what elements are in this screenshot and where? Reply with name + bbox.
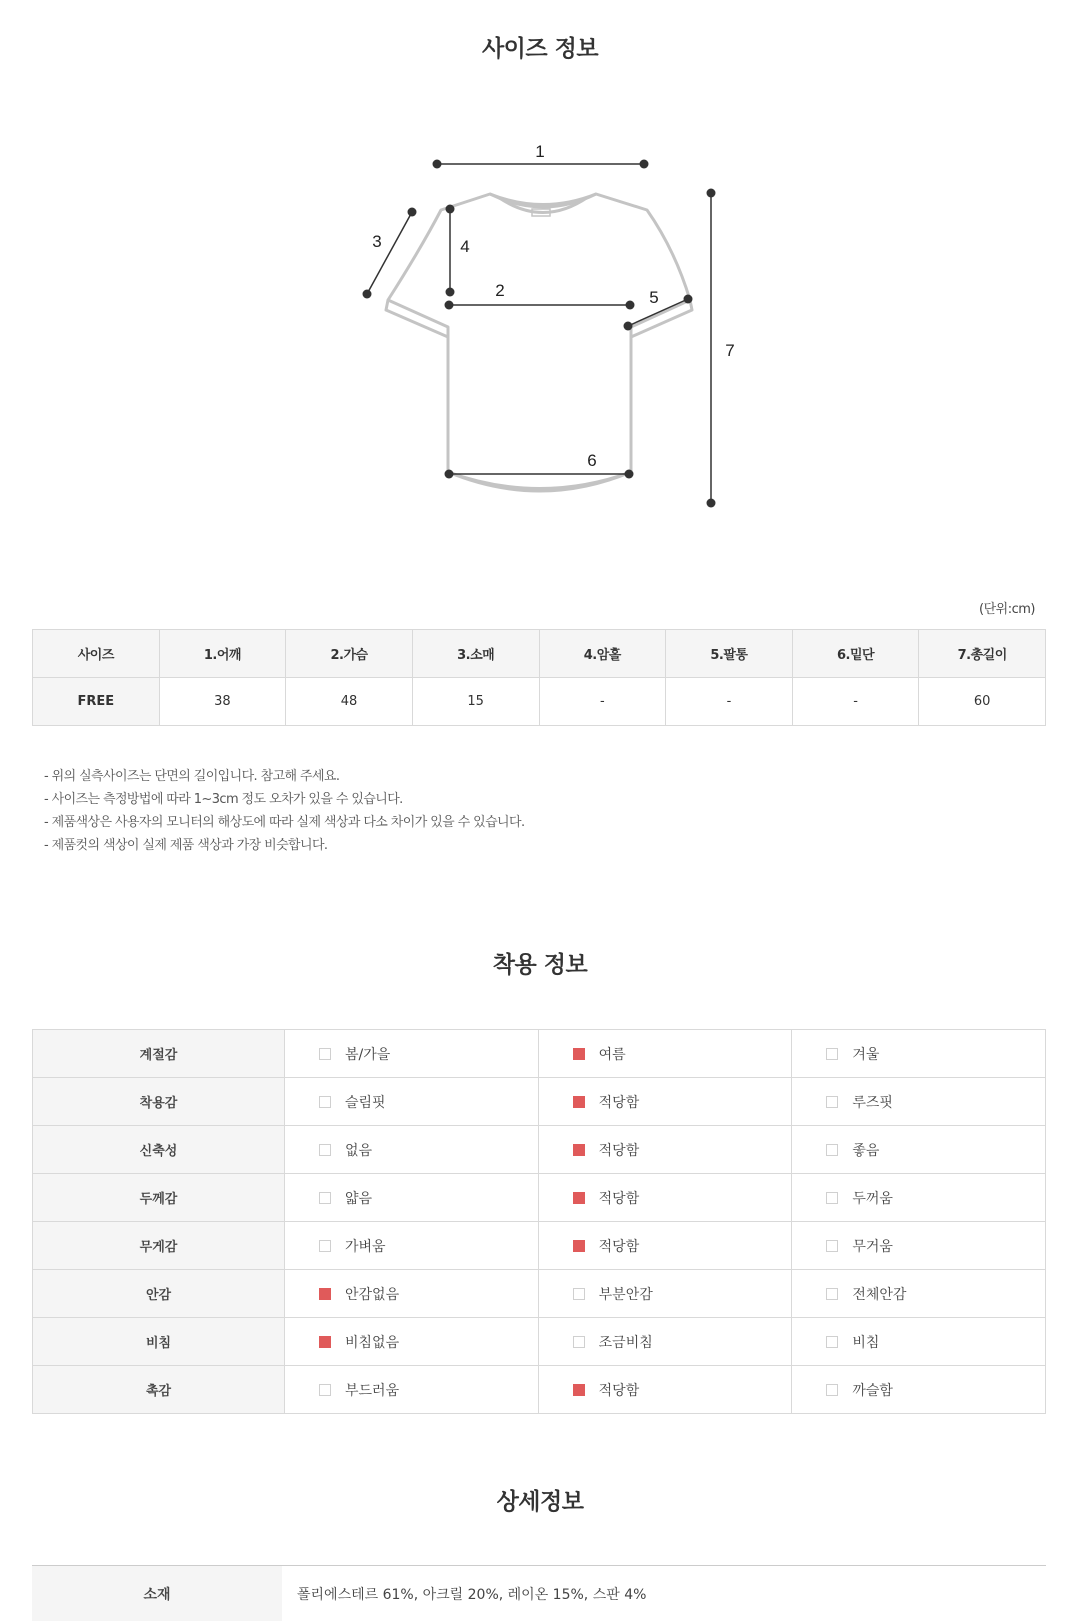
size-table (32, 629, 1046, 726)
fit-option-cell (285, 1318, 539, 1366)
fit-row (33, 1078, 1046, 1126)
fit-row-label: 두께감 (33, 1174, 285, 1222)
fit-option-label: 무거움 (852, 1238, 893, 1255)
diagram-label-4: 4 (460, 237, 470, 256)
measure-line-3 (367, 212, 412, 294)
size-section-title: 사이즈 정보 (481, 36, 599, 62)
fit-option-cell (792, 1270, 1046, 1318)
fit-row-label: 비침 (33, 1318, 285, 1366)
checked-checkbox (573, 1048, 585, 1060)
fit-option-cell (538, 1270, 792, 1318)
fit-option-cell (285, 1030, 539, 1078)
fit-option-label: 안감없음 (345, 1286, 400, 1303)
fit-option-cell (792, 1126, 1046, 1174)
fit-option (539, 1236, 792, 1256)
size-value-cell: 60 (919, 678, 1046, 726)
fit-row (33, 1222, 1046, 1270)
detail-table (32, 1566, 1046, 1621)
diagram-label-5: 5 (649, 288, 659, 307)
fit-option-label: 적당함 (598, 1142, 640, 1159)
fit-option-cell (538, 1222, 792, 1270)
fit-option-cell (285, 1126, 539, 1174)
note-line: - 위의 실측사이즈는 단면의 길이입니다. 참고해 주세요. (44, 769, 340, 784)
fit-row (33, 1174, 1046, 1222)
fit-option (792, 1332, 1045, 1352)
fit-row (33, 1126, 1046, 1174)
checked-checkbox (319, 1288, 331, 1300)
fit-option-cell (285, 1078, 539, 1126)
unchecked-checkbox (319, 1048, 331, 1060)
fit-option-label: 여름 (598, 1046, 626, 1063)
diagram-label-6: 6 (587, 451, 597, 470)
note-line: - 제품컷의 색상이 실제 제품 색상과 가장 비슷합니다. (44, 838, 328, 853)
size-header-cell: 4.암홀 (539, 630, 666, 678)
size-header-cell: 5.팔통 (666, 630, 793, 678)
fit-option (792, 1140, 1045, 1160)
fit-option (285, 1140, 538, 1160)
fit-option-label: 조금비침 (598, 1334, 653, 1351)
fit-option (285, 1092, 538, 1112)
unchecked-checkbox (826, 1144, 838, 1156)
diagram-label-3: 3 (372, 232, 382, 251)
checked-checkbox (573, 1144, 585, 1156)
fit-option-cell (538, 1366, 792, 1414)
fit-section-title: 착용 정보 (492, 952, 588, 978)
fit-table (32, 1029, 1046, 1414)
fit-option (539, 1380, 792, 1400)
unchecked-checkbox (319, 1240, 331, 1252)
fit-row (33, 1030, 1046, 1078)
fit-option-cell (538, 1030, 792, 1078)
tshirt-measurement-diagram (0, 0, 1080, 560)
fit-option-label: 겨울 (852, 1046, 880, 1063)
detail-section-title: 상세정보 (496, 1489, 584, 1515)
fit-option-label: 좋음 (852, 1142, 880, 1159)
fit-option (792, 1236, 1045, 1256)
fit-option-label: 적당함 (598, 1190, 640, 1207)
fit-option (539, 1332, 792, 1352)
unchecked-checkbox (826, 1240, 838, 1252)
note-line: - 사이즈는 측정방법에 따라 1~3cm 정도 오차가 있을 수 있습니다. (44, 792, 403, 807)
material-label: 소재 (32, 1566, 282, 1621)
table-row (32, 1566, 1046, 1621)
unchecked-checkbox (319, 1192, 331, 1204)
tshirt-outline (386, 194, 692, 491)
fit-option-label: 적당함 (598, 1382, 640, 1399)
fit-option (792, 1092, 1045, 1112)
fit-option (285, 1236, 538, 1256)
fit-option (792, 1380, 1045, 1400)
fit-row (33, 1270, 1046, 1318)
fit-option (539, 1188, 792, 1208)
fit-option (792, 1284, 1045, 1304)
fit-option-label: 적당함 (598, 1094, 640, 1111)
material-value: 폴리에스테르 61%, 아크릴 20%, 레이온 15%, 스판 4% (282, 1566, 1046, 1621)
fit-row-label: 신축성 (33, 1126, 285, 1174)
checked-checkbox (573, 1096, 585, 1108)
size-value-cell: 15 (412, 678, 539, 726)
fit-option (792, 1188, 1045, 1208)
fit-row-label: 착용감 (33, 1078, 285, 1126)
fit-option-label: 루즈핏 (852, 1094, 893, 1111)
size-header-cell: 사이즈 (33, 630, 160, 678)
fit-option-cell (538, 1318, 792, 1366)
fit-option-cell (792, 1366, 1046, 1414)
fit-option (539, 1140, 792, 1160)
fit-option-cell (792, 1030, 1046, 1078)
fit-option-cell (538, 1174, 792, 1222)
unit-label: (단위:cm) (979, 602, 1035, 617)
fit-option-label: 비침없음 (345, 1334, 400, 1351)
size-value-cell: - (666, 678, 793, 726)
note-line: - 제품색상은 사용자의 모니터의 해상도에 따라 실제 색상과 다소 차이가 있을 수 있습니다. (44, 815, 525, 830)
unchecked-checkbox (826, 1096, 838, 1108)
fit-row-label: 안감 (33, 1270, 285, 1318)
unchecked-checkbox (319, 1096, 331, 1108)
fit-option-label: 까슬함 (852, 1382, 893, 1399)
fit-option (285, 1284, 538, 1304)
size-header-cell: 3.소매 (412, 630, 539, 678)
size-value-cell: 48 (286, 678, 413, 726)
fit-option-label: 가벼움 (345, 1238, 386, 1255)
size-notes (44, 765, 525, 857)
unchecked-checkbox (573, 1336, 585, 1348)
fit-option-label: 봄/가을 (345, 1046, 391, 1063)
fit-option-cell (285, 1270, 539, 1318)
fit-option (285, 1188, 538, 1208)
size-header-cell: 1.어깨 (159, 630, 286, 678)
checked-checkbox (319, 1336, 331, 1348)
fit-row-label: 무게감 (33, 1222, 285, 1270)
fit-option (539, 1284, 792, 1304)
size-table-header (33, 630, 1046, 678)
measurement-lines (367, 164, 711, 503)
fit-option-cell (792, 1318, 1046, 1366)
fit-option-label: 비침 (852, 1334, 880, 1351)
size-value-cell: 38 (159, 678, 286, 726)
fit-option (539, 1092, 792, 1112)
unchecked-checkbox (826, 1288, 838, 1300)
checked-checkbox (573, 1384, 585, 1396)
unchecked-checkbox (826, 1192, 838, 1204)
unchecked-checkbox (826, 1048, 838, 1060)
fit-option-label: 부드러움 (345, 1382, 400, 1399)
size-name-cell: FREE (33, 678, 160, 726)
fit-option-cell (792, 1174, 1046, 1222)
fit-option-cell (285, 1366, 539, 1414)
fit-option-cell (792, 1078, 1046, 1126)
diagram-label-7: 7 (725, 341, 735, 360)
fit-option (539, 1044, 792, 1064)
table-row (33, 678, 1046, 726)
size-header-cell: 6.밑단 (792, 630, 919, 678)
unchecked-checkbox (319, 1144, 331, 1156)
fit-option-label: 적당함 (598, 1238, 640, 1255)
fit-option-label: 두꺼움 (852, 1190, 893, 1207)
size-value-cell: - (792, 678, 919, 726)
fit-option-label: 전체안감 (852, 1286, 907, 1303)
diagram-label-2: 2 (495, 281, 505, 300)
fit-option (285, 1044, 538, 1064)
fit-row-label: 계절감 (33, 1030, 285, 1078)
checked-checkbox (573, 1192, 585, 1204)
size-header-cell: 2.가슴 (286, 630, 413, 678)
size-value-cell: - (539, 678, 666, 726)
fit-option-cell (792, 1222, 1046, 1270)
diagram-label-1: 1 (535, 142, 545, 161)
fit-option-label: 얇음 (345, 1190, 373, 1207)
checked-checkbox (573, 1240, 585, 1252)
fit-option-label: 부분안감 (598, 1286, 653, 1303)
fit-row (33, 1318, 1046, 1366)
fit-option-label: 슬림핏 (345, 1094, 386, 1111)
unchecked-checkbox (319, 1384, 331, 1396)
fit-option-cell (538, 1078, 792, 1126)
fit-option (792, 1044, 1045, 1064)
fit-row-label: 촉감 (33, 1366, 285, 1414)
fit-option (285, 1332, 538, 1352)
fit-option-cell (285, 1174, 539, 1222)
unchecked-checkbox (826, 1384, 838, 1396)
fit-row (33, 1366, 1046, 1414)
unchecked-checkbox (573, 1288, 585, 1300)
unchecked-checkbox (826, 1336, 838, 1348)
size-header-cell: 7.총길이 (919, 630, 1046, 678)
fit-option-cell (285, 1222, 539, 1270)
fit-option (285, 1380, 538, 1400)
fit-option-label: 없음 (345, 1142, 373, 1159)
fit-option-cell (538, 1126, 792, 1174)
